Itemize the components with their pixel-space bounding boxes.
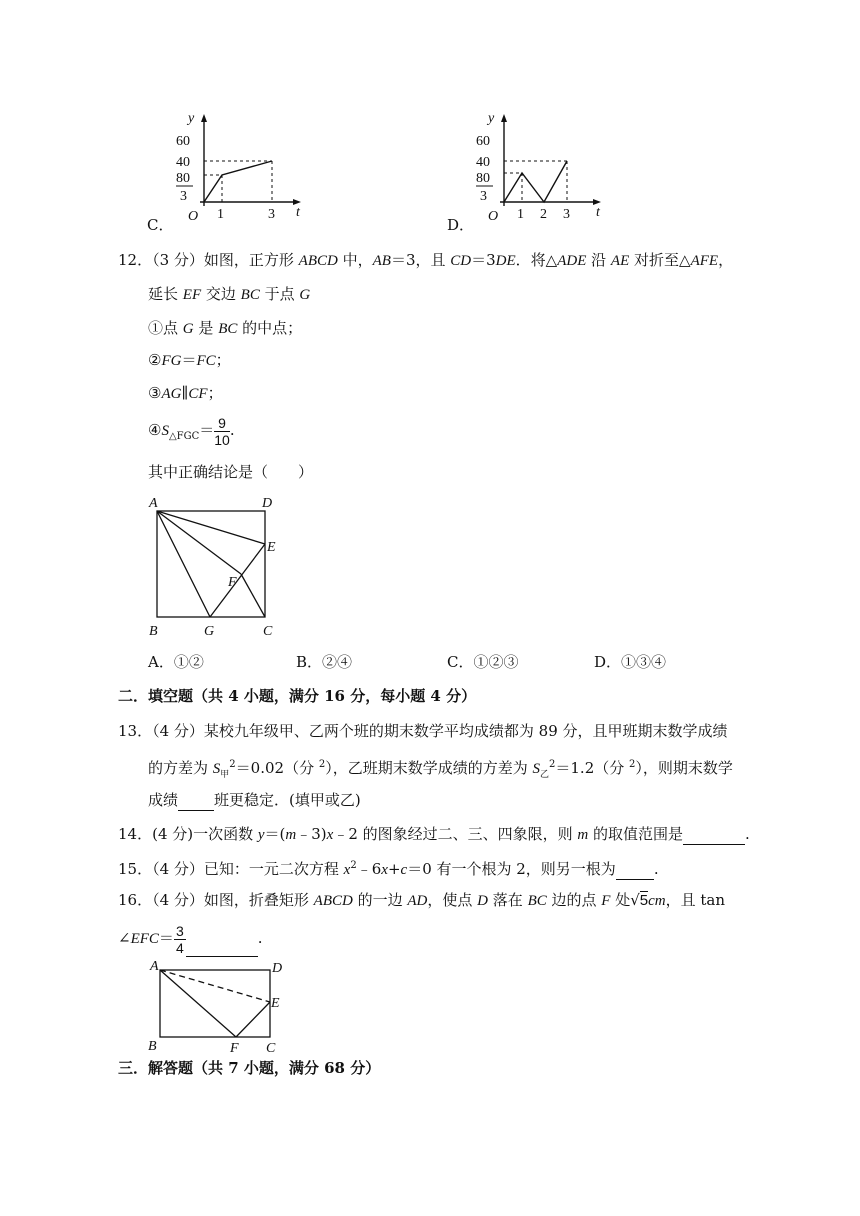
graph-line [204,161,272,202]
svg-text:D: D [272,961,283,976]
option-d-label: D． [447,216,475,234]
graph-option-c [160,108,320,233]
q12-option-b[interactable]: B．②④ [296,653,353,671]
svg-text:B: B [149,624,158,639]
y-axis-label: y [488,111,495,126]
q12-item-1: ①点 G 是 BC 的中点； [148,319,303,337]
fraction-3-4: $\frac{3}{4}$ [175,922,184,956]
y-axis-label: y [188,111,195,126]
q12-stem-line2: 延长 EF 交边 BC 于点 G [148,285,311,303]
q13-line2: 的方差为 $S_甲^2=0.02$（分 $^2$），乙班期末数学成绩的方差为 $S_乙^2=1.2$（分 $^2$），则期末数学 [148,759,733,780]
svg-text:A: A [150,959,159,974]
q14-answer-blank[interactable] [683,824,745,845]
q12-option-a[interactable]: A．①② [148,653,204,671]
q12-option-c[interactable]: C．①②③ [447,653,519,671]
svg-text:D: D [262,496,273,511]
q16-figure [140,955,300,1055]
graph-line [504,161,567,202]
q16-answer-blank[interactable] [186,920,258,957]
y-tick-frac-num: 80 [176,171,190,186]
q12-item-2: ②FG＝FC； [148,351,231,369]
x-tick-3: 3 [268,207,275,222]
q16-line1: 16．（4 分）如图，折叠矩形 ABCD 的一边 AD，使点 D 落在 BC 边的点 F 处√5cm，且 tan [118,891,726,909]
q14-line: 14．(4 分)一次函数 y＝(m﹣3)x﹣2 的图象经过二、三、四象限，则 m 的取值范围是 . [118,825,750,843]
x-tick-3: 3 [563,207,570,222]
origin-label: O [488,209,499,224]
x-tick-2: 2 [540,207,547,222]
q15-line: 15．（4 分）已知：一元二次方程 $x^2﹣6x+c=0$ 有一个根为 2，则另一根为 . [118,860,659,878]
y-tick-40: 40 [476,155,490,170]
svg-text:C: C [266,1041,276,1055]
q12-item-3: ③AG∥CF； [148,384,223,402]
svg-text:C: C [263,624,273,639]
section-2-heading: 二．填空题（共 4 小题，满分 16 分，每小题 4 分） [118,687,477,705]
svg-text:E: E [267,540,276,555]
sqrt-symbol: √ [630,891,640,909]
q13-line1: 13．（4 分）某校九年级甲、乙两个班的期末数学平均成绩都为 89 分，且甲班期末数学成绩 [118,722,728,740]
section-3-heading: 三．解答题（共 7 小题，满分 68 分） [118,1059,381,1077]
q12-figure [140,490,300,642]
svg-text:F: F [230,1041,239,1055]
x-axis-label: t [596,205,600,220]
origin-label: O [188,209,199,224]
fraction-9-10: $\frac{9}{10}$ [214,414,230,448]
graph-option-d [460,108,620,233]
y-tick-frac-den: 3 [180,189,187,204]
x-tick-1: 1 [217,207,224,222]
y-tick-frac-den: 3 [480,189,487,204]
y-tick-40: 40 [176,155,190,170]
q12-question: 其中正确结论是（ ） [148,463,314,481]
svg-text:G: G [204,624,215,639]
svg-text:F: F [228,575,237,590]
q12-item-4: $④S_{\triangle FGC}=$ $\frac{9}{10}$ . [148,414,235,448]
x-axis-label: t [296,205,300,220]
q15-answer-blank[interactable] [616,859,654,880]
y-tick-60: 60 [176,134,190,149]
q12-option-d[interactable]: D．①③④ [594,653,667,671]
q16-line2: ∠EFC＝ $\frac{3}{4}$ . [118,920,263,957]
y-tick-60: 60 [476,134,490,149]
x-tick-1: 1 [517,207,524,222]
q13-answer-blank[interactable] [178,790,214,811]
option-c-label: C． [147,216,174,234]
q12-stem-line1: 12．（3 分）如图，正方形 ABCD 中，AB＝3，且 CD＝3DE．将△ADE 沿 AE 对折至△AFE， [118,251,734,269]
svg-text:B: B [148,1039,157,1054]
q13-line3: 成绩 班更稳定．(填甲或乙) [148,791,361,809]
svg-text:E: E [271,996,280,1011]
y-tick-frac-num: 80 [476,171,490,186]
y-axis-arrow [201,114,207,122]
svg-text:A: A [149,496,158,511]
y-axis-arrow [501,114,507,122]
